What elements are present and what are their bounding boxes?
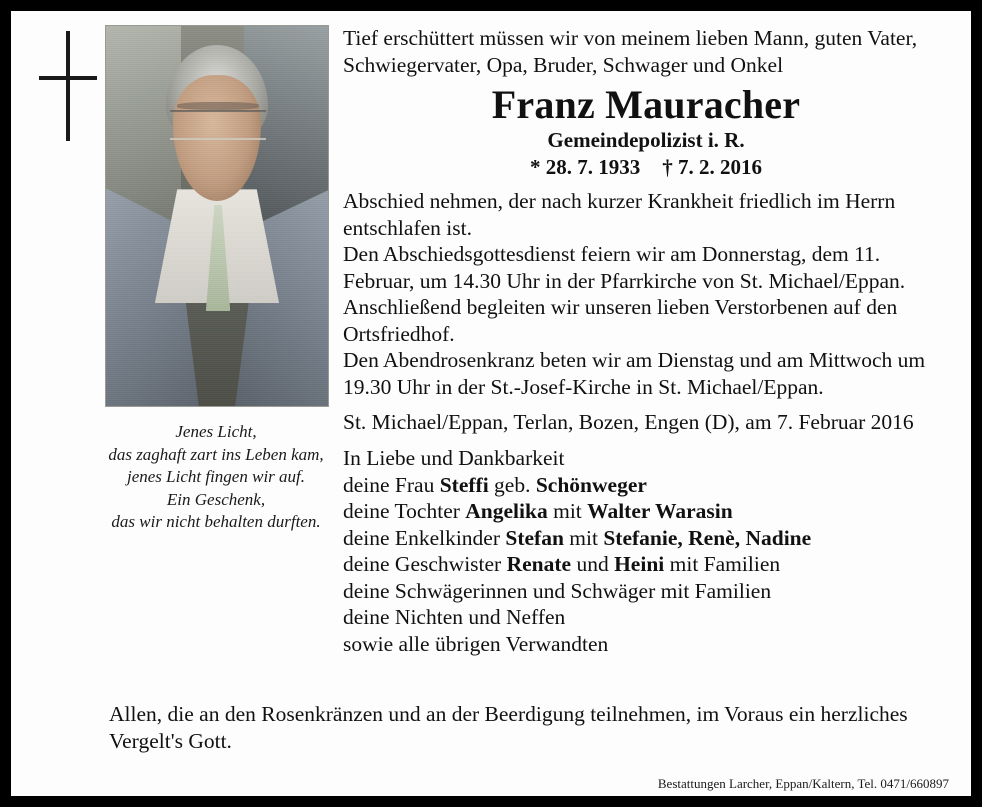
cross-horizontal-bar bbox=[39, 76, 97, 80]
places-and-date: St. Michael/Eppan, Terlan, Bozen, Engen (D), am 7. Februar 2016 bbox=[343, 410, 914, 435]
memorial-verse bbox=[105, 421, 327, 534]
farewell-text: Abschied nehmen, der nach kurzer Krankheit friedlich im Herrn entschlafen ist. bbox=[343, 189, 896, 240]
family-line: deine Schwägerinnen und Schwäger mit Familien bbox=[343, 578, 772, 603]
deceased-role: Gemeindepolizist i. R. bbox=[547, 128, 745, 153]
rosary-text: Den Abendrosenkranz beten wir am Dienstag und am Mittwoch um 19.30 Uhr in der St.-Josef-Kirche in St. Michael/Eppan. bbox=[343, 348, 926, 399]
death-date: † 7. 2. 2016 bbox=[662, 155, 762, 180]
service-text: Den Abschiedsgottesdienst feiern wir am Donnerstag, dem 11. Februar, um 14.30 Uhr in der Pfarrkirche von St. Michael/Eppan. Anschließend begleiten wir unseren lieben Verstorbenen auf den Ortsfriedhof. bbox=[343, 242, 906, 346]
farewell-block bbox=[343, 188, 949, 400]
family-line: deine Frau Steffi geb. Schönweger bbox=[343, 472, 647, 497]
verse-line: Ein Geschenk, bbox=[166, 489, 266, 509]
funeral-home-credit: Bestattungen Larcher, Eppan/Kaltern, Tel. 0471/660897 bbox=[657, 776, 949, 791]
right-column bbox=[335, 25, 953, 657]
birth-date: * 28. 7. 1933 bbox=[530, 155, 641, 180]
notice-columns bbox=[29, 25, 953, 657]
family-line: deine Enkelkinder Stefan mit Stefanie, Renè, Nadine bbox=[343, 525, 812, 550]
notice-inner bbox=[11, 11, 971, 796]
verse-line: das zaghaft zart ins Leben kam, bbox=[108, 444, 324, 464]
cross-vertical-bar bbox=[66, 31, 70, 141]
verse-line: jenes Licht fingen wir auf. bbox=[126, 467, 306, 487]
family-block bbox=[343, 445, 949, 657]
family-line: sowie alle übrigen Verwandten bbox=[343, 631, 609, 656]
deceased-name: Franz Mauracher bbox=[491, 82, 801, 128]
photo-grain-overlay bbox=[106, 26, 328, 406]
thanks-text: Allen, die an den Rosenkränzen und an der Beerdigung teilnehmen, im Voraus ein herzliches Vergelt's Gott. bbox=[109, 702, 908, 753]
family-line: deine Tochter Angelika mit Walter Warasin bbox=[343, 499, 733, 524]
family-line: deine Geschwister Renate und Heini mit Familien bbox=[343, 552, 781, 577]
portrait-photo bbox=[105, 25, 329, 407]
family-heading: In Liebe und Dankbarkeit bbox=[343, 446, 565, 471]
cross-icon bbox=[39, 31, 97, 141]
verse-line: das wir nicht behalten durften. bbox=[111, 512, 321, 532]
life-dates bbox=[343, 155, 949, 180]
notice-footer bbox=[29, 680, 953, 792]
intro-text: Tief erschüttert müssen wir von meinem lieben Mann, guten Vater, Schwiegervater, Opa, Bruder, Schwager und Onkel bbox=[343, 26, 918, 77]
family-line: deine Nichten und Neffen bbox=[343, 605, 566, 630]
verse-line: Jenes Licht, bbox=[175, 422, 257, 441]
